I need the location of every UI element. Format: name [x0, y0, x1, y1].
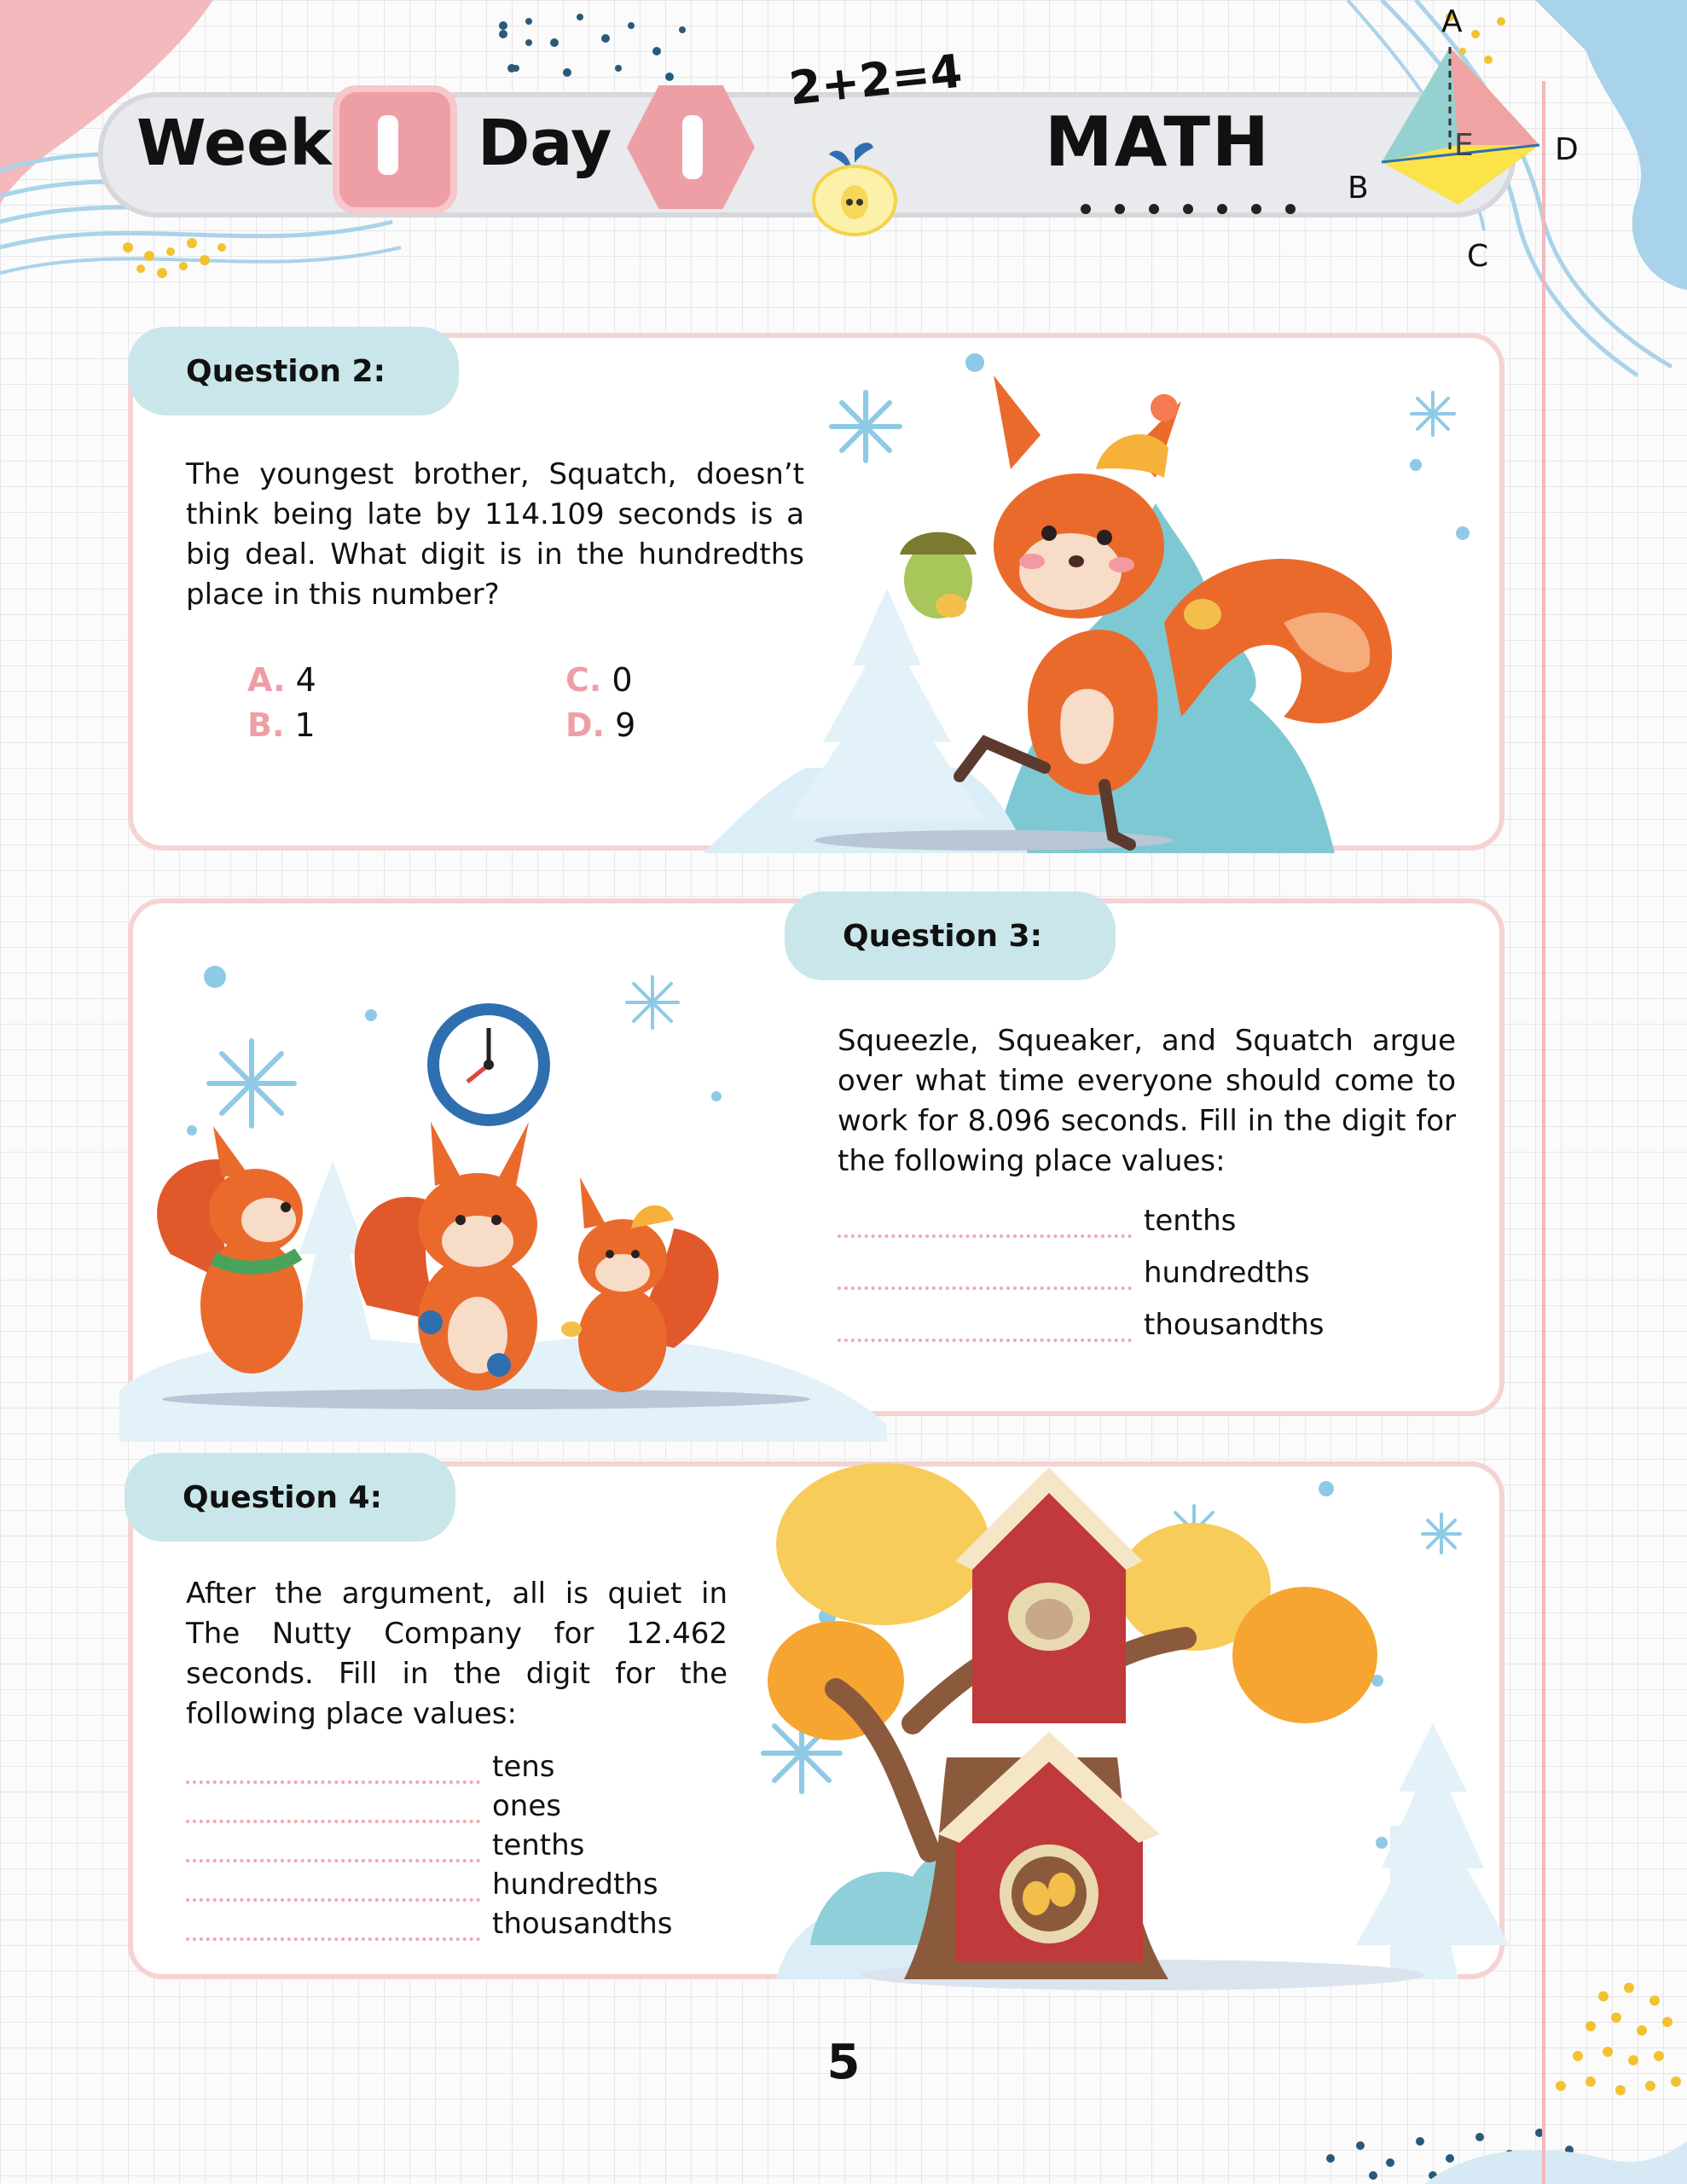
option-a-letter: A.	[247, 661, 286, 699]
page-margin-line	[1542, 81, 1545, 2184]
geometry-label-d: D	[1555, 132, 1579, 167]
answer-blank-row[interactable]	[186, 1823, 673, 1862]
option-d-value: 9	[615, 706, 636, 744]
question-4-blanks	[186, 1745, 673, 1941]
apple-icon	[810, 141, 904, 243]
geometry-label-c: C	[1467, 239, 1489, 274]
three-squirrels-with-clock-illustration	[119, 947, 887, 1442]
question-3-blanks	[838, 1199, 1325, 1342]
page-number: 5	[826, 2035, 861, 2090]
question-2-text: The youngest brother, Squatch, doesn’t think being late by 114.109 seconds is a big deal. What digit is in the hundredths place in this number?	[186, 457, 804, 612]
question-2-option-b[interactable]	[247, 706, 316, 744]
geometry-label-e: E	[1454, 128, 1474, 163]
squirrel-with-acorn-illustration	[704, 341, 1522, 862]
question-3-text: Squeezle, Squeaker, and Squatch argue over what time everyone should come to work for 8.096 seconds. Fill in the digit for the following place values:	[838, 1024, 1456, 1178]
place-value-label: hundredths	[492, 1867, 658, 1902]
answer-blank-line[interactable]	[186, 1762, 480, 1784]
answer-blank-row[interactable]	[186, 1862, 673, 1902]
question-2-title: Question 2:	[186, 353, 386, 389]
equation-doodle: 2+2=4	[786, 44, 965, 116]
answer-blank-row[interactable]	[186, 1784, 673, 1823]
answer-blank-line[interactable]	[186, 1919, 480, 1941]
place-value-label: thousandths	[492, 1907, 673, 1941]
week-badge-mark	[378, 115, 398, 175]
header-dot-row	[1079, 200, 1318, 218]
question-2-tag	[128, 327, 459, 415]
answer-blank-line[interactable]	[186, 1801, 480, 1823]
place-value-label: tenths	[1144, 1204, 1237, 1238]
question-3-title: Question 3:	[843, 918, 1042, 954]
option-b-value: 1	[294, 706, 316, 744]
treehouse-illustration	[742, 1467, 1518, 1996]
question-4-title: Question 4:	[183, 1479, 382, 1515]
geometry-shape-icon	[1348, 34, 1569, 213]
answer-blank-row[interactable]	[186, 1745, 673, 1784]
question-2-option-c[interactable]	[565, 661, 633, 699]
question-4-text: After the argument, all is quiet in The Nutty Company for 12.462 seconds. Fill in the digit for the following place values:	[186, 1577, 728, 1731]
answer-blank-line[interactable]	[186, 1879, 480, 1902]
place-value-label: thousandths	[1144, 1308, 1325, 1342]
place-value-label: ones	[492, 1789, 561, 1823]
option-b-letter: B.	[247, 706, 285, 744]
answer-blank-line[interactable]	[186, 1840, 480, 1862]
place-value-label: tens	[492, 1750, 555, 1784]
answer-blank-row[interactable]	[838, 1251, 1325, 1290]
question-2-option-a[interactable]	[247, 661, 316, 699]
question-4-tag	[125, 1453, 455, 1542]
subject-title: MATH	[1045, 102, 1271, 182]
option-c-value: 0	[612, 661, 633, 699]
day-badge-mark	[682, 115, 703, 179]
answer-blank-row[interactable]	[838, 1199, 1325, 1238]
option-d-letter: D.	[565, 706, 605, 744]
geometry-label-b: B	[1348, 171, 1369, 206]
option-a-value: 4	[295, 661, 316, 699]
week-label: Week	[136, 107, 332, 180]
geometry-label-a: A	[1441, 4, 1463, 39]
day-label: Day	[478, 107, 612, 180]
answer-blank-row[interactable]	[838, 1303, 1325, 1342]
answer-blank-row[interactable]	[186, 1902, 673, 1941]
place-value-label: tenths	[492, 1828, 585, 1862]
option-c-letter: C.	[565, 661, 602, 699]
place-value-label: hundredths	[1144, 1256, 1310, 1290]
question-2-option-d[interactable]	[565, 706, 635, 744]
